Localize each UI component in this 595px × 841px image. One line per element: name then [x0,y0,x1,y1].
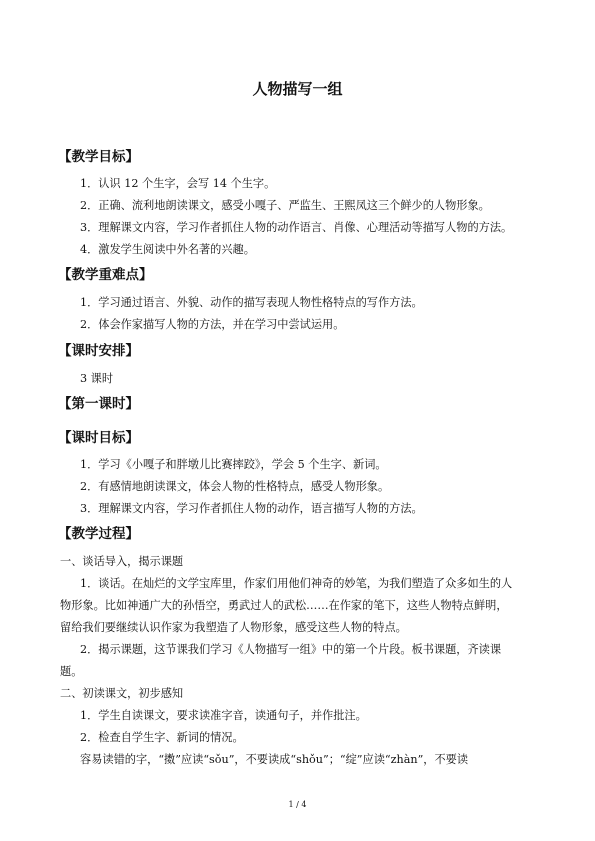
document-title: 人物描写一组 [252,80,343,98]
key-item: 1．学习通过语言、外貌、动作的描写表现人物性格特点的写作方法。 [80,296,423,309]
process-paragraph: 1．谈话。在灿烂的文学宝库里，作家们用他们神奇的妙笔，为我们塑造了众多如生的人 [80,577,513,590]
key-item: 2．体会作家描写人物的方法，并在学习中尝试运用。 [80,318,345,331]
lesson-goal-item: 2．有感情地朗读课文，体会人物的性格特点，感受人物形象。 [80,480,390,493]
process-step-title: 一、谈话导入，揭示课题 [60,555,184,568]
goal-item: 4．激发学生阅读中外名著的兴趣。 [80,243,255,256]
lesson-goal-item: 3．理解课文内容，学习作者抓住人物的动作，语言描写人物的方法。 [80,502,423,515]
section-heading-lesson-goals: 【课时目标】 [58,430,139,446]
goal-item: 3．理解课文内容，学习作者抓住人物的动作语言、肖像、心理活动等描写人物的方法。 [80,221,513,234]
process-paragraph: 2．揭示课题，这节课我们学习《人物描写一组》中的第一个片段。板书课题，齐读课 [80,643,502,656]
process-paragraph: 物形象。比如神通广大的孙悟空，勇武过人的武松……在作家的笔下，这些人物特点鲜明， [60,599,508,612]
page-number: 1 / 4 [288,800,307,809]
lesson-goal-item: 1．学习《小嘎子和胖墩儿比赛摔跤》，学会 5 个生字、新词。 [80,458,387,471]
section-heading-first-lesson: 【第一课时】 [58,396,139,412]
process-paragraph: 2．检查自学生字、新词的情况。 [80,731,244,744]
section-heading-schedule: 【课时安排】 [58,343,139,359]
process-paragraph: 容易读错的字，“擞”应读“sǒu”，不要读成“shǒu”；“绽”应读“zhàn”，不要读 [80,753,469,766]
section-heading-key: 【教学重难点】 [58,267,153,283]
process-step-title: 二、初读课文，初步感知 [60,687,184,700]
section-heading-process: 【教学过程】 [58,526,139,542]
goal-item: 2．正确、流利地朗读课文，感受小嘎子、严监生、王熙凤这三个鲜少的人物形象。 [80,199,490,212]
section-heading-goals: 【教学目标】 [58,149,139,165]
process-paragraph: 留给我们要继续认识作家为我塑造了人物形象，感受这些人物的特点。 [60,621,407,634]
process-paragraph: 题。 [60,665,83,678]
schedule-text: 3 课时 [80,372,114,385]
process-paragraph: 1．学生自读课文，要求读准字音，读通句子，并作批注。 [80,709,367,722]
goal-item: 1．认识 12 个生字，会写 14 个生字。 [80,177,276,190]
